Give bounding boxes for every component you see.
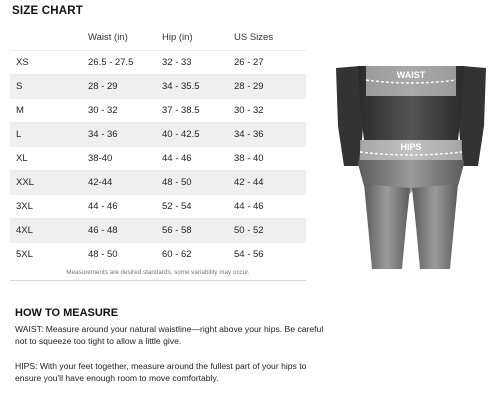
table-row [10, 74, 306, 98]
waist-label: WAIST [396, 70, 426, 80]
waist-cell: 26.5 - 27.5 [88, 57, 134, 68]
waist-cell: 44 - 46 [88, 201, 118, 212]
body-figure-image [330, 66, 492, 269]
size-cell: XXL [16, 177, 34, 188]
header-us-sizes: US Sizes [234, 32, 274, 43]
divider [10, 280, 306, 281]
us-size-cell: 44 - 46 [234, 201, 264, 212]
hips-label: HIPS [400, 142, 422, 152]
hip-cell: 34 - 35.5 [162, 81, 200, 92]
size-cell: 3XL [16, 201, 33, 212]
hips-instructions: HIPS: With your feet together, measure around the fullest part of your hips to ensure you'll have enough room to move comfortably. [15, 361, 307, 383]
header-waist: Waist (in) [88, 32, 128, 43]
hip-cell: 60 - 62 [162, 249, 192, 260]
waist-cell: 34 - 36 [88, 129, 118, 140]
waist-cell: 48 - 50 [88, 249, 118, 260]
us-size-cell: 34 - 36 [234, 129, 264, 140]
size-cell: S [16, 81, 23, 92]
waist-cell: 28 - 29 [88, 81, 118, 92]
how-to-measure-title: HOW TO MEASURE [15, 307, 119, 319]
table-row [10, 98, 306, 122]
us-size-cell: 50 - 52 [234, 225, 264, 236]
size-cell: L [16, 129, 22, 140]
size-cell: XL [16, 153, 28, 164]
table-row [10, 218, 306, 242]
header-hip: Hip (in) [162, 32, 193, 43]
size-cell: M [16, 105, 24, 116]
hip-cell: 44 - 46 [162, 153, 192, 164]
hip-cell: 56 - 58 [162, 225, 192, 236]
hip-cell: 48 - 50 [162, 177, 192, 188]
waist-cell: 42-44 [88, 177, 113, 188]
table-row [10, 50, 306, 74]
size-table [10, 28, 306, 266]
right-leg [412, 184, 458, 269]
us-size-cell: 38 - 40 [234, 153, 264, 164]
us-size-cell: 54 - 56 [234, 249, 264, 260]
waist-cell: 30 - 32 [88, 105, 118, 116]
table-row [10, 146, 306, 170]
hip-cell: 32 - 33 [162, 57, 192, 68]
waist-cell: 46 - 48 [88, 225, 118, 236]
hip-cell: 37 - 38.5 [162, 105, 200, 116]
table-row [10, 170, 306, 194]
us-size-cell: 26 - 27 [234, 57, 264, 68]
us-size-cell: 28 - 29 [234, 81, 264, 92]
hip-cell: 40 - 42.5 [162, 129, 200, 140]
waist-cell: 38-40 [88, 153, 113, 164]
us-size-cell: 42 - 44 [234, 177, 264, 188]
table-header [10, 28, 306, 50]
table-row [10, 194, 306, 218]
waist-instructions: WAIST: Measure around your natural waistline—right above your hips. Be careful not to squeeze too tight to allow a little give. [15, 324, 324, 346]
table-row [10, 122, 306, 146]
size-cell: XS [16, 57, 29, 68]
size-cell: 4XL [16, 225, 33, 236]
us-size-cell: 30 - 32 [234, 105, 264, 116]
size-cell: 5XL [16, 249, 33, 260]
hip-cell: 52 - 54 [162, 201, 192, 212]
left-leg [364, 184, 410, 269]
table-row [10, 242, 306, 266]
measurement-note: Measurements are desired standards, some variability may occur. [66, 269, 250, 276]
size-chart-title: SIZE CHART [12, 5, 83, 17]
